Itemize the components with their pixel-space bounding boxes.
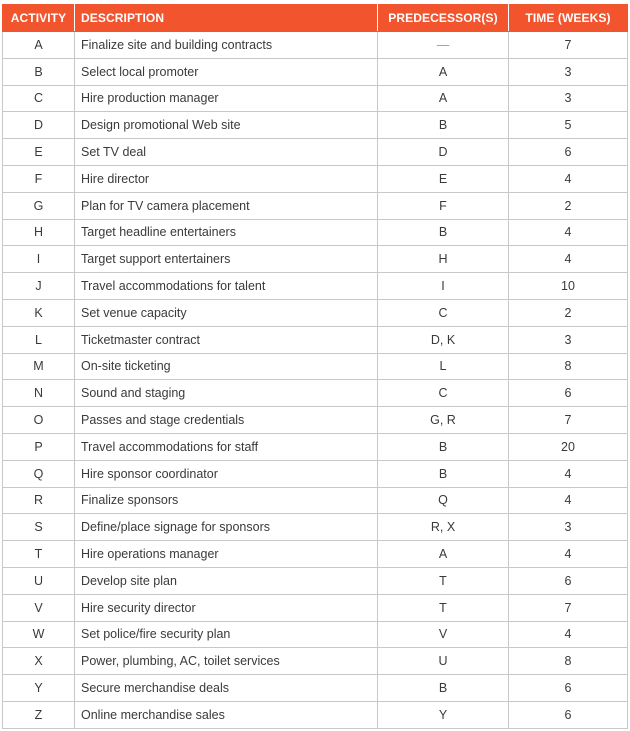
- table-row: [3, 139, 628, 166]
- table-row: [3, 353, 628, 380]
- cell-time: 2: [509, 299, 628, 326]
- cell-predecessors: Y: [378, 701, 509, 728]
- table-row: [3, 701, 628, 728]
- cell-description: On-site ticketing: [75, 353, 378, 380]
- cell-predecessors: V: [378, 621, 509, 648]
- cell-activity: H: [3, 219, 75, 246]
- cell-time: 20: [509, 433, 628, 460]
- cell-time: 6: [509, 675, 628, 702]
- cell-activity: Z: [3, 701, 75, 728]
- table-row: [3, 514, 628, 541]
- cell-activity: L: [3, 326, 75, 353]
- cell-description: Travel accommodations for talent: [75, 273, 378, 300]
- cell-activity: A: [3, 32, 75, 59]
- table-header: [3, 5, 628, 32]
- cell-activity: D: [3, 112, 75, 139]
- cell-activity: O: [3, 407, 75, 434]
- header-activity: ACTIVITY: [3, 5, 75, 32]
- cell-description: Ticketmaster contract: [75, 326, 378, 353]
- cell-activity: C: [3, 85, 75, 112]
- cell-description: Finalize site and building contracts: [75, 32, 378, 59]
- cell-time: 5: [509, 112, 628, 139]
- cell-description: Design promotional Web site: [75, 112, 378, 139]
- table-row: [3, 541, 628, 568]
- cell-time: 4: [509, 460, 628, 487]
- cell-activity: R: [3, 487, 75, 514]
- table-row: [3, 273, 628, 300]
- cell-activity: G: [3, 192, 75, 219]
- cell-predecessors: U: [378, 648, 509, 675]
- cell-activity: F: [3, 165, 75, 192]
- cell-time: 8: [509, 648, 628, 675]
- header-predecessors: PREDECESSOR(S): [378, 5, 509, 32]
- header-description: DESCRIPTION: [75, 5, 378, 32]
- table-body: [3, 32, 628, 729]
- cell-time: 8: [509, 353, 628, 380]
- cell-description: Secure merchandise deals: [75, 675, 378, 702]
- table-row: [3, 192, 628, 219]
- cell-time: 6: [509, 139, 628, 166]
- table-row: [3, 299, 628, 326]
- cell-description: Set police/fire security plan: [75, 621, 378, 648]
- cell-description: Hire director: [75, 165, 378, 192]
- table-row: [3, 165, 628, 192]
- cell-predecessors: T: [378, 567, 509, 594]
- cell-description: Hire security director: [75, 594, 378, 621]
- cell-description: Set TV deal: [75, 139, 378, 166]
- cell-predecessors: E: [378, 165, 509, 192]
- cell-description: Hire production manager: [75, 85, 378, 112]
- cell-activity: Q: [3, 460, 75, 487]
- table-row: [3, 219, 628, 246]
- cell-predecessors: F: [378, 192, 509, 219]
- cell-time: 3: [509, 514, 628, 541]
- cell-activity: N: [3, 380, 75, 407]
- cell-time: 4: [509, 541, 628, 568]
- cell-activity: P: [3, 433, 75, 460]
- table-row: [3, 380, 628, 407]
- cell-description: Plan for TV camera placement: [75, 192, 378, 219]
- cell-description: Sound and staging: [75, 380, 378, 407]
- cell-activity: E: [3, 139, 75, 166]
- activity-table: [2, 4, 628, 729]
- cell-time: 7: [509, 594, 628, 621]
- cell-time: 10: [509, 273, 628, 300]
- cell-description: Set venue capacity: [75, 299, 378, 326]
- cell-predecessors: B: [378, 112, 509, 139]
- cell-description: Online merchandise sales: [75, 701, 378, 728]
- cell-time: 3: [509, 58, 628, 85]
- table-row: [3, 58, 628, 85]
- cell-activity: K: [3, 299, 75, 326]
- table-row: [3, 648, 628, 675]
- cell-time: 6: [509, 701, 628, 728]
- cell-time: 4: [509, 246, 628, 273]
- cell-activity: I: [3, 246, 75, 273]
- table-row: [3, 407, 628, 434]
- cell-predecessors: L: [378, 353, 509, 380]
- cell-time: 3: [509, 85, 628, 112]
- cell-description: Define/place signage for sponsors: [75, 514, 378, 541]
- cell-predecessors: C: [378, 299, 509, 326]
- cell-activity: M: [3, 353, 75, 380]
- activity-table-container: [2, 4, 627, 729]
- cell-activity: B: [3, 58, 75, 85]
- cell-description: Travel accommodations for staff: [75, 433, 378, 460]
- table-row: [3, 326, 628, 353]
- table-row: [3, 246, 628, 273]
- table-row: [3, 460, 628, 487]
- table-row: [3, 85, 628, 112]
- table-row: [3, 567, 628, 594]
- cell-time: 2: [509, 192, 628, 219]
- cell-time: 4: [509, 165, 628, 192]
- cell-activity: X: [3, 648, 75, 675]
- cell-predecessors: R, X: [378, 514, 509, 541]
- cell-description: Passes and stage credentials: [75, 407, 378, 434]
- cell-description: Hire operations manager: [75, 541, 378, 568]
- cell-predecessors: I: [378, 273, 509, 300]
- cell-predecessors: C: [378, 380, 509, 407]
- cell-predecessors: D, K: [378, 326, 509, 353]
- cell-activity: J: [3, 273, 75, 300]
- cell-activity: W: [3, 621, 75, 648]
- cell-activity: T: [3, 541, 75, 568]
- cell-time: 4: [509, 487, 628, 514]
- cell-description: Power, plumbing, AC, toilet services: [75, 648, 378, 675]
- cell-description: Develop site plan: [75, 567, 378, 594]
- cell-description: Hire sponsor coordinator: [75, 460, 378, 487]
- cell-predecessors: A: [378, 58, 509, 85]
- cell-time: 4: [509, 621, 628, 648]
- cell-predecessors: D: [378, 139, 509, 166]
- cell-predecessors: A: [378, 541, 509, 568]
- table-row: [3, 487, 628, 514]
- table-row: [3, 621, 628, 648]
- cell-activity: V: [3, 594, 75, 621]
- cell-predecessors: B: [378, 219, 509, 246]
- cell-predecessors: —: [378, 32, 509, 59]
- cell-time: 6: [509, 567, 628, 594]
- cell-predecessors: B: [378, 675, 509, 702]
- cell-predecessors: G, R: [378, 407, 509, 434]
- cell-time: 3: [509, 326, 628, 353]
- cell-description: Target support entertainers: [75, 246, 378, 273]
- table-row: [3, 32, 628, 59]
- cell-activity: U: [3, 567, 75, 594]
- cell-time: 7: [509, 407, 628, 434]
- cell-predecessors: A: [378, 85, 509, 112]
- table-row: [3, 433, 628, 460]
- cell-predecessors: B: [378, 433, 509, 460]
- table-row: [3, 594, 628, 621]
- cell-predecessors: Q: [378, 487, 509, 514]
- cell-time: 7: [509, 32, 628, 59]
- cell-activity: Y: [3, 675, 75, 702]
- cell-description: Finalize sponsors: [75, 487, 378, 514]
- cell-time: 4: [509, 219, 628, 246]
- table-row: [3, 675, 628, 702]
- header-row: [3, 5, 628, 32]
- cell-description: Target headline entertainers: [75, 219, 378, 246]
- table-row: [3, 112, 628, 139]
- cell-activity: S: [3, 514, 75, 541]
- header-time: TIME (WEEKS): [509, 5, 628, 32]
- cell-predecessors: H: [378, 246, 509, 273]
- cell-predecessors: T: [378, 594, 509, 621]
- cell-description: Select local promoter: [75, 58, 378, 85]
- cell-time: 6: [509, 380, 628, 407]
- cell-predecessors: B: [378, 460, 509, 487]
